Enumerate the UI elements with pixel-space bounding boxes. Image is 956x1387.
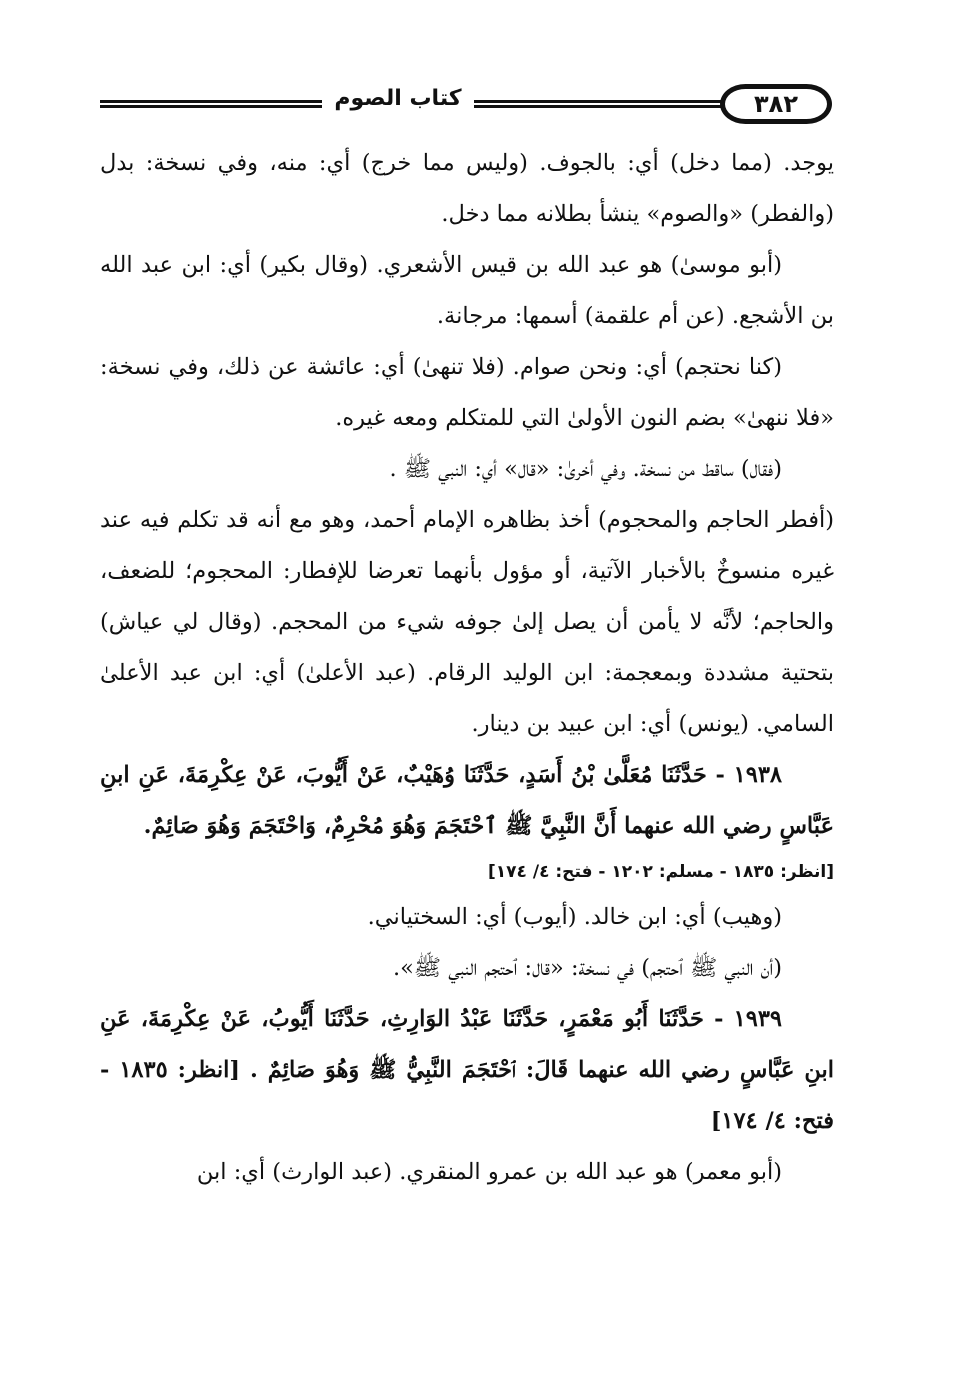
page-number: ٣٨٢ — [720, 84, 832, 124]
commentary-paragraph: (أن النبي ﷺ ٱحتجم) في نسخة: «قال: ٱحتجم النبي ﷺ». — [392, 955, 782, 981]
commentary-paragraph: (أبو موسىٰ) هو عبد الله بن قيس الأشعري. (وقال بكير) أي: ابن عبد الله بن الأشجع. (عن أم علقمة) أسمها: مرجانة. — [100, 252, 834, 329]
book-title: كتاب الصوم — [322, 86, 474, 111]
hadith-text: ١٩٣٨ - حَدَّثَنَا مُعَلَّىٰ بْنُ أَسَدٍ، حَدَّثَنَا وُهَيْبٌ، عَنْ أَيُّوبَ، عَنْ عِكْرِمَةَ، عَنِ ابنِ عَبَّاسٍ رضي الله عنهما أَنَّ النَّبِيَّ ﷺ ٱحْتَجَمَ وَهُوَ مُحْرِمٌ، وَاحْتَجَمَ وَهُوَ صَائِمٌ. — [100, 762, 834, 839]
commentary-paragraph: (وهيب) أي: ابن خالد. (أيوب) أي: السختياني. — [367, 904, 782, 930]
hadith-text: ١٩٣٩ - حَدَّثَنَا أَبُو مَعْمَرٍ، حَدَّثَنَا عَبْدُ الوَارِثِ، حَدَّثَنَا أَيُّوبُ، عَنْ عِكْرِمَةَ، عَنِ ابنِ عَبَّاسٍ رضي الله عنهما قَالَ: ٱحْتَجَمَ النَّبِيُّ ﷺ وَهُوَ صَائِمٌ . [انظر: ١٨٣٥ - فتح: ٤/ ١٧٤] — [100, 1006, 835, 1134]
running-header — [100, 78, 834, 130]
book-page — [100, 78, 834, 1318]
commentary-paragraph: (أبو معمر) هو عبد الله بن عمرو المنقري. (عبد الوارث) أي: ابن — [196, 1159, 782, 1185]
commentary-paragraph: يوجد. (مما دخل) أي: بالجوف. (وليس مما خرج) أي: منه، وفي نسخة: بدل (والفطر) «والصوم» ينشأ بطلانه مما دخل. — [100, 150, 834, 227]
commentary-paragraph: (كنا نحتجم) أي: ونحن صوام. (فلا تنهىٰ) أي: عائشة عن ذلك، وفي نسخة: «فلا ننهىٰ» بضم النون الأولىٰ التي للمتكلم ومعه غيره. — [100, 354, 834, 431]
commentary-paragraph: (فقال) ساقط من نسخة. وفي أخرىٰ: «قال» أي: النبي ﷺ . — [389, 456, 782, 482]
page-body — [100, 138, 834, 1198]
commentary-paragraph: (أفطر الحاجم والمحجوم) أخذ بظاهره الإمام أحمد، وهو مع أنه قد تكلم فيه عند غيره منسوخٌ بالأخبار الآتية، أو مؤول بأنهما تعرضا للإفطار: المحجوم؛ للضعف، والحاجم؛ لأنَّه لا يأمن أن يصل إلىٰ جوفه شيء من المحجم. (وقال لي عياش) بتحتية مشددة وبمعجمة: ابن الوليد الرقام. (عبد الأعلىٰ) أي: ابن عبد الأعلىٰ السامي. (يونس) أي: ابن عبيد بن دينار. — [100, 507, 834, 737]
hadith-reference: [انظر: ١٨٣٥ - مسلم: ١٢٠٢ - فتح: ٤/ ١٧٤] — [488, 862, 834, 882]
